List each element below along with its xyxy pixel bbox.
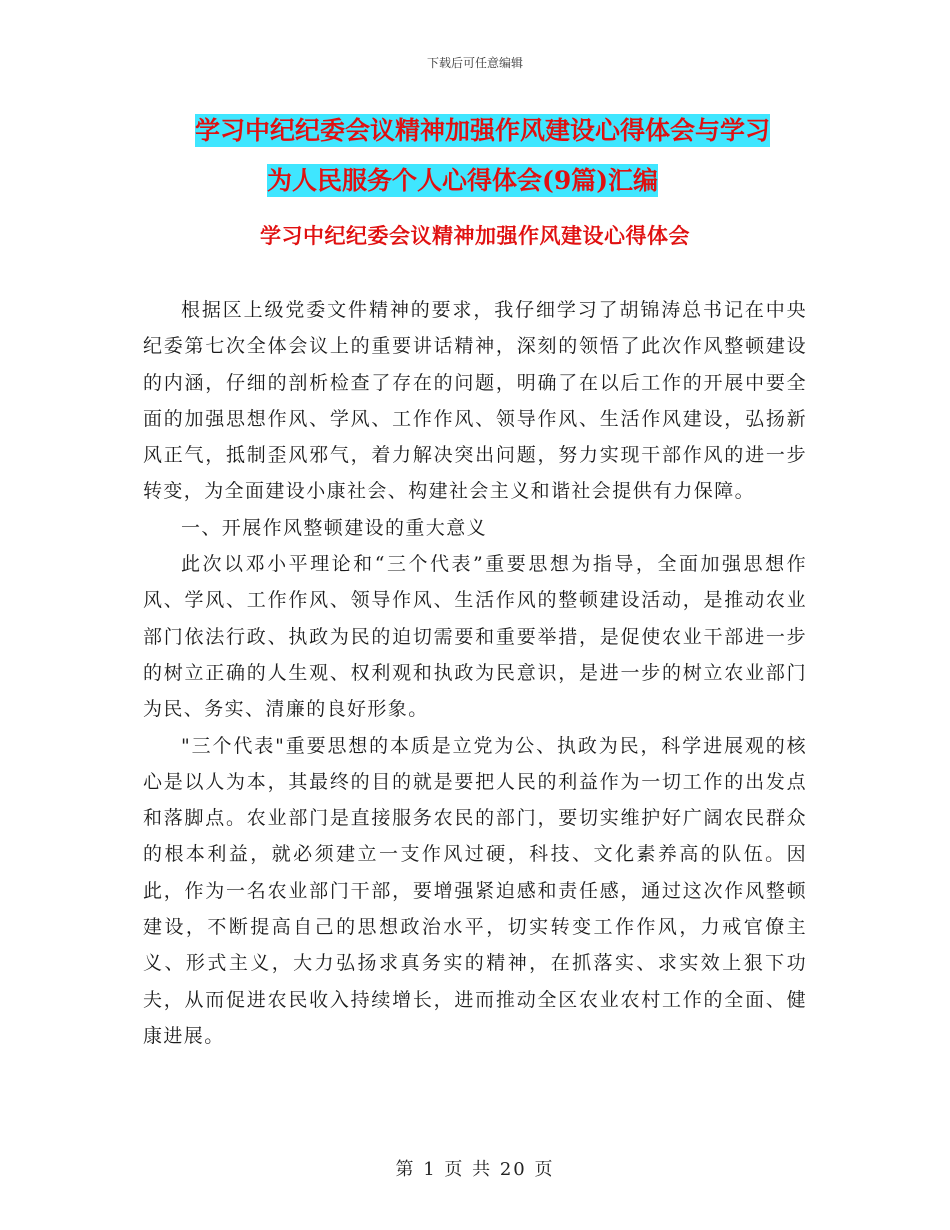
- header-note: 下载后可任意编辑: [426, 56, 523, 70]
- title-line-1: 学习中纪纪委会议精神加强作风建设心得体会与学习: [195, 116, 771, 145]
- paragraph-significance: 此次以邓小平理论和“三个代表”重要思想为指导，全面加强思想作风、学风、工作作风、领导作风、生活作风的整顿建设活动，是推动农业部门依法行政、执政为民的迫切需要和重要举措，是促使农业干部进一步的树立正确的人生观、权利观和执政为民意识，是进一步的树立农业部门为民、务实、清廉的良好形象。: [143, 553, 807, 721]
- paragraph-intro: 根据区上级党委文件精神的要求，我仔细学习了胡锦涛总书记在中央纪委第七次全体会议上的重要讲话精神，深刻的领悟了此次作风整顿建设的内涵，仔细的剖析检查了存在的问题，明确了在以后工作的开展中要全面的加强思想作风、学风、工作作风、领导作风、生活作风建设，弘扬新风正气，抵制歪风邪气，着力解决突出问题，努力实现干部作风的进一步转变，为全面建设小康社会、构建社会主义和谐社会提供有力保障。: [143, 299, 807, 503]
- paragraph-heading-1: 一、开展作风整顿建设的重大意义: [181, 516, 488, 539]
- section-title: 学习中纪纪委会议精神加强作风建设心得体会: [260, 223, 690, 248]
- title-line-2: 为人民服务个人心得体会(9篇)汇编: [267, 166, 659, 195]
- paragraph-three-represents: "三个代表"重要思想的本质是立党为公、执政为民，科学进展观的核心是以人为本，其最终的目的就是要把人民的利益作为一切工作的出发点和落脚点。农业部门是直接服务农民的部门，要切实维护好广阔农民群众的根本利益，就必须建立一支作风过硬，科技、文化素养高的队伍。因此，作为一名农业部门干部，要增强紧迫感和责任感，通过这次作风整顿建设，不断提高自己的思想政治水平，切实转变工作作风，力戒官僚主义、形式主义，大力弘扬求真务实的精神，在抓落实、求实效上狠下功夫，从而促进农民收入持续增长，进而推动全区农业农村工作的全面、健康进展。: [143, 734, 807, 1047]
- page-footer: 第 1 页 共 20 页: [395, 1159, 555, 1180]
- body-text: [143, 292, 807, 1054]
